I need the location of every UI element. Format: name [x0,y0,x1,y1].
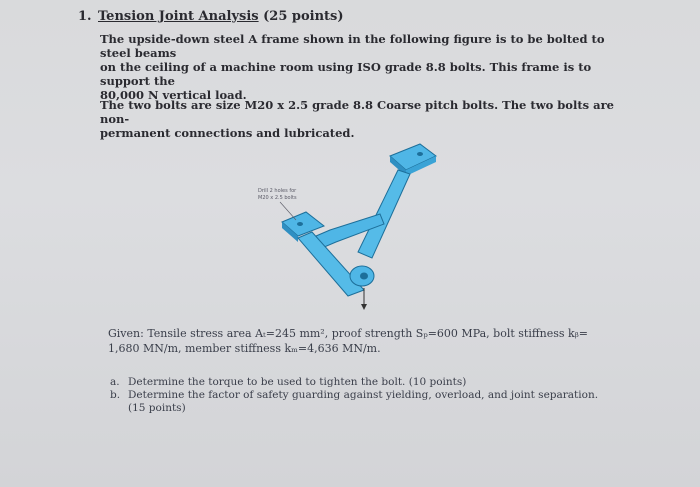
task-list [110,376,630,415]
bolt-hole [417,152,423,156]
question-title [98,9,344,24]
bolt-line: permanent connections and lubricated. [100,126,355,140]
bolt-description [100,98,625,140]
question-number: 1. [78,9,92,24]
bolt-line: The two bolts are size M20 x 2.5 grade 8.8 Coarse pitch bolts. The two bolts are non- [100,98,614,126]
task-text: Determine the factor of safety guarding against yielding, overload, and joint separation. [128,389,599,401]
task-continuation: (15 points) [128,402,186,414]
task-text: Determine the torque to be used to tighten the bolt. (10 points) [128,376,467,388]
task-item [110,389,630,402]
problem-statement [100,32,625,102]
upper-leg [358,170,410,258]
given-line: 1,680 MN/m, member stiffness kₘ=4,636 MN/m. [108,342,381,355]
problem-line: The upside-down steel A frame shown in the following figure is to be bolted to steel beams [100,32,605,60]
task-item [110,376,630,389]
task-marker: a. [110,376,120,388]
problem-line: on the ceiling of a machine room using ISO grade 8.8 bolts. This frame is to support the [100,60,592,88]
problem-line: 80,000 N vertical load. [100,88,247,102]
question-title-text: Tension Joint Analysis [98,9,259,24]
figure-annotation-line1: Drill 2 holes for [258,188,297,194]
down-arrow-icon [361,304,367,310]
a-frame-figure [240,140,450,320]
bolt-hole [297,222,303,226]
figure-annotation-line2: M20 x 2.5 bolts [258,195,297,201]
given-data [108,326,608,356]
given-line: Given: Tensile stress area Aₜ=245 mm², proof strength Sₚ=600 MPa, bolt stiffness kᵦ= [108,327,588,340]
question-points: (25 points) [258,9,344,24]
task-marker: b. [110,389,121,401]
